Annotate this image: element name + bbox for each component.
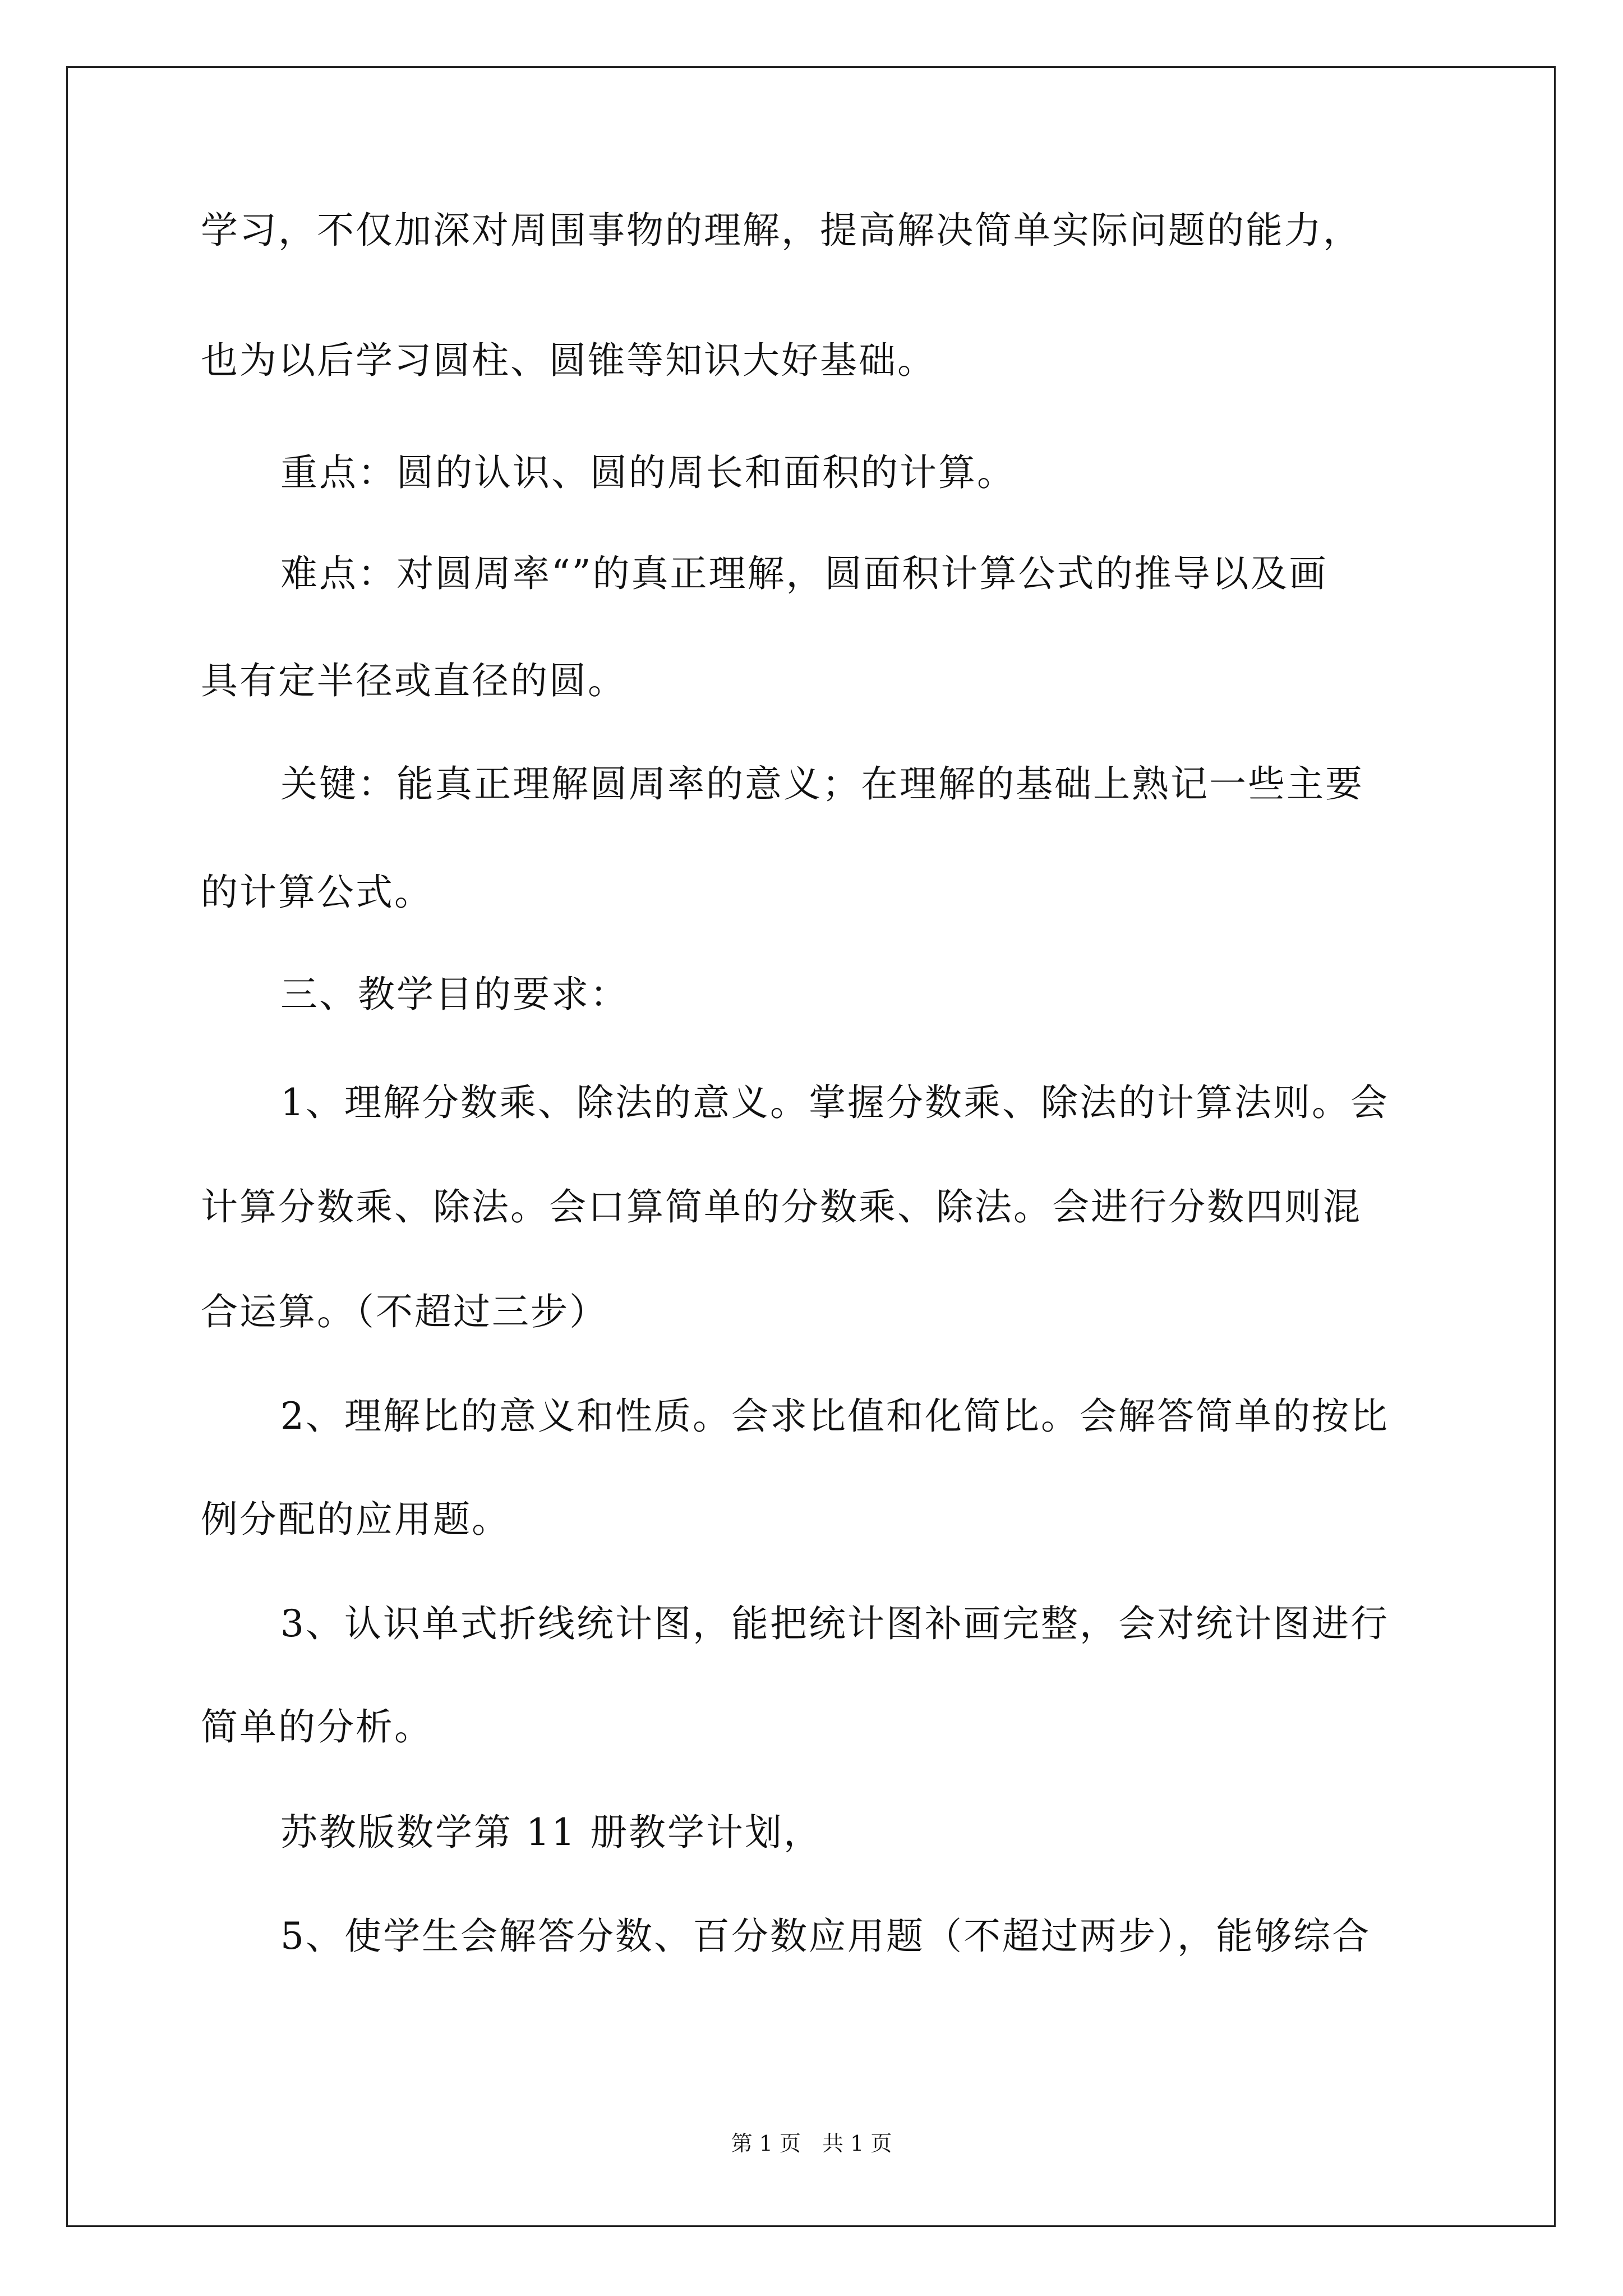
text-line: 合运算。（不超过三步） <box>201 1290 608 1333</box>
text-line: 苏教版数学第 11 册教学计划， <box>280 1811 822 1854</box>
text-line: 5、使学生会解答分数、百分数应用题（不超过两步），能够综合 <box>280 1915 1371 1958</box>
text-line: 具有定半径或直径的圆。 <box>201 659 626 702</box>
page-number: 第 1 页 共 1 页 <box>731 2131 892 2156</box>
text-line: 学习，不仅加深对周围事物的理解，提高解决简单实际问题的能力， <box>201 209 1362 252</box>
text-line: 也为以后学习圆柱、圆锥等知识大好基础。 <box>201 339 936 382</box>
section-heading: 三、教学目的要求： <box>280 973 629 1016</box>
text-line: 重点：圆的认识、圆的周长和面积的计算。 <box>280 451 1016 494</box>
text-line: 3、认识单式折线统计图，能把统计图补画完整，会对统计图进行 <box>280 1602 1389 1645</box>
text-line: 1、理解分数乘、除法的意义。掌握分数乘、除法的计算法则。会 <box>280 1081 1389 1124</box>
text-line: 关键：能真正理解圆周率的意义；在理解的基础上熟记一些主要 <box>280 762 1364 806</box>
text-line: 计算分数乘、除法。会口算简单的分数乘、除法。会进行分数四则混 <box>201 1185 1362 1228</box>
text-line: 的计算公式。 <box>201 871 433 914</box>
text-line: 2、理解比的意义和性质。会求比值和化简比。会解答简单的按比 <box>280 1395 1389 1438</box>
text-line: 简单的分析。 <box>201 1705 433 1749</box>
text-line: 例分配的应用题。 <box>201 1498 510 1541</box>
page-border <box>66 66 1556 2227</box>
text-line: 难点：对圆周率“”的真正理解，圆面积计算公式的推导以及画 <box>280 552 1328 595</box>
